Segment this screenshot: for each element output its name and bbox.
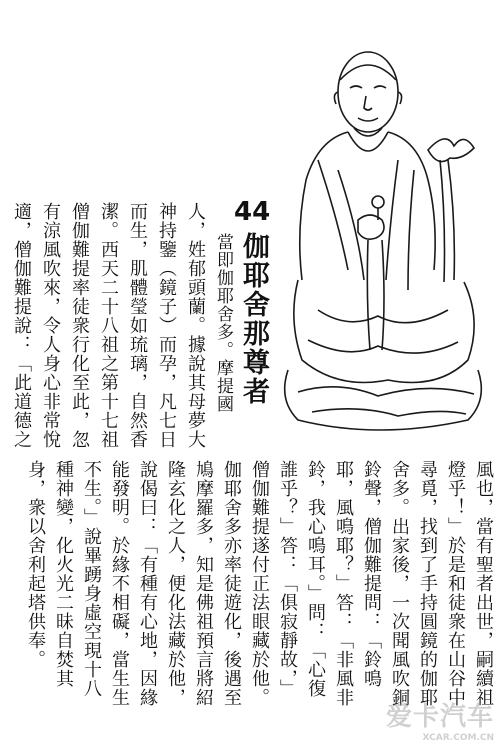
lower-text-column: 身，衆以舍利起塔供奉。 (25, 460, 46, 669)
lower-text-column: 鈴聲，僧伽難提問：「鈴鳴 (361, 460, 382, 688)
arhat-illustration (278, 20, 493, 450)
upper-text-column: 神持鑒（鏡子）而孕，凡七日 (156, 202, 177, 449)
lower-text-column: 隆玄化之人，便化法藏於他， (165, 460, 186, 707)
lower-text-column: 能發明。於緣不相礙，當生生 (109, 460, 130, 707)
watermark-url: XCAR.COM.CN (422, 733, 494, 743)
upper-text-column: 人，姓郁頭蘭。據說其母夢大 (185, 202, 206, 449)
lower-text-column: 舍多。出家後，一次聞風吹銅 (389, 460, 410, 707)
site-watermark (386, 696, 494, 743)
watermark-text: 爱卡汽车 (385, 702, 494, 732)
lower-text-column: 鈴，我心鳴耳。」問：「心復 (305, 460, 326, 698)
upper-text-column: 有涼風吹來，令人身心非常悅 (40, 202, 61, 449)
lower-text-column: 誰乎？」答：「俱寂靜故，」 (277, 460, 298, 698)
lower-text-column: 耶，風鳴耶？」答：「非風非 (333, 460, 354, 707)
lower-text-column: 鳩摩羅多，知是佛祖預言將紹 (193, 460, 214, 707)
lower-text-column: 種神變，化火光二昧自焚其 (53, 460, 74, 688)
entry-number: 44 (234, 197, 271, 227)
lower-text-column: 說偈曰：「有種有心地，因緣 (137, 460, 158, 707)
entry-title: 伽耶舍那尊者 (238, 232, 269, 406)
lower-text-column: 風也，當有聖者出世，嗣續祖 (473, 460, 494, 707)
lower-text-column: 燈乎！」於是和徒衆在山谷中 (445, 460, 466, 707)
upper-text-column: 適，僧伽難提說：「此道德之 (11, 202, 32, 449)
upper-text-column: 僧伽難提率徒衆行化至此，忽 (69, 202, 90, 449)
upper-text-column: 潔。西天二十八祖之第十七祖 (98, 202, 119, 449)
entry-subtitle: 當即伽耶舍多。摩提國 (213, 233, 233, 413)
upper-text-column: 而生，肌體瑩如琉璃，自然香 (127, 202, 148, 449)
lower-text-column: 不生。」說畢踴身虛空現十八 (81, 460, 102, 698)
lower-text-column: 僧伽難提遂付正法眼藏於他。 (249, 460, 270, 707)
lower-text-column: 尋覓，找到了手持圓鏡的伽耶 (417, 460, 438, 707)
lower-text-column: 伽耶舍多亦率徒遊化，後遇至 (221, 460, 242, 707)
